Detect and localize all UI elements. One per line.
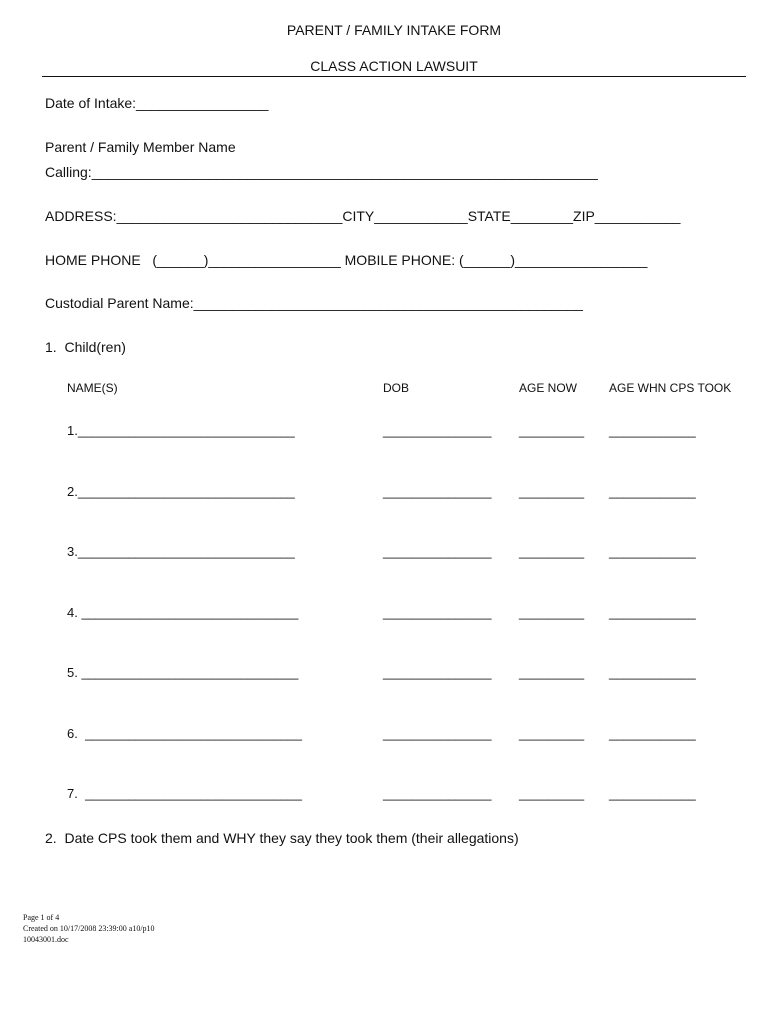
child-age-now-field[interactable]: _________: [519, 665, 585, 680]
children-heading: 1. Child(ren): [45, 339, 126, 355]
child-dob-field[interactable]: _______________: [383, 605, 492, 620]
custodial-parent-field[interactable]: Custodial Parent Name:__________________________________________________: [45, 295, 583, 311]
child-age-now-field[interactable]: _________: [519, 484, 585, 499]
child-dob-field[interactable]: _______________: [383, 726, 492, 741]
caller-name-field[interactable]: Calling:_________________________________________________________________: [45, 164, 598, 180]
child-age-now-field[interactable]: _________: [519, 605, 585, 620]
child-name-field[interactable]: 4. ______________________________: [67, 605, 299, 620]
child-age-now-field[interactable]: _________: [519, 786, 585, 801]
date-of-intake-field[interactable]: Date of Intake:_________________: [45, 95, 269, 111]
question-2-label: 2. Date CPS took them and WHY they say they took them (their allegations): [45, 830, 519, 846]
child-age-cps-field[interactable]: ____________: [609, 665, 696, 680]
child-dob-field[interactable]: _______________: [383, 786, 492, 801]
child-name-field[interactable]: 5. ______________________________: [67, 665, 299, 680]
child-age-now-field[interactable]: _________: [519, 726, 585, 741]
child-age-now-field[interactable]: _________: [519, 544, 585, 559]
column-header-dob: DOB: [383, 381, 410, 395]
child-age-cps-field[interactable]: ____________: [609, 786, 696, 801]
footer-page-number: Page 1 of 4: [23, 913, 60, 922]
child-dob-field[interactable]: _______________: [383, 665, 492, 680]
child-age-cps-field[interactable]: ____________: [609, 544, 696, 559]
child-name-field[interactable]: 7. ______________________________: [67, 786, 302, 801]
child-dob-field[interactable]: _______________: [383, 423, 492, 438]
phone-field[interactable]: HOME PHONE (______)_________________ MOBILE PHONE: (______)_________________: [45, 252, 648, 268]
child-dob-field[interactable]: _______________: [383, 484, 492, 499]
footer-filename: 10043001.doc: [23, 935, 69, 944]
child-name-field[interactable]: 6. ______________________________: [67, 726, 302, 741]
column-header-age-now: AGE NOW: [519, 381, 578, 395]
header-divider: [42, 76, 746, 77]
child-age-cps-field[interactable]: ____________: [609, 423, 696, 438]
address-field[interactable]: ADDRESS:_____________________________CITY____________STATE________ZIP___________: [45, 208, 681, 224]
child-age-cps-field[interactable]: ____________: [609, 726, 696, 741]
column-header-names: NAME(S): [67, 381, 118, 395]
child-age-now-field[interactable]: _________: [519, 423, 585, 438]
form-title: PARENT / FAMILY INTAKE FORM: [286, 22, 502, 38]
child-name-field[interactable]: 3.______________________________: [67, 544, 295, 559]
caller-name-label: Parent / Family Member Name: [45, 139, 236, 155]
child-age-cps-field[interactable]: ____________: [609, 484, 696, 499]
form-subtitle: CLASS ACTION LAWSUIT: [310, 58, 478, 74]
child-name-field[interactable]: 1.______________________________: [67, 423, 295, 438]
child-dob-field[interactable]: _______________: [383, 544, 492, 559]
child-name-field[interactable]: 2.______________________________: [67, 484, 295, 499]
footer-created-date: Created on 10/17/2008 23:39:00 a10/p10: [23, 924, 155, 933]
column-header-age-cps: AGE WHN CPS TOOK: [609, 381, 732, 395]
child-age-cps-field[interactable]: ____________: [609, 605, 696, 620]
